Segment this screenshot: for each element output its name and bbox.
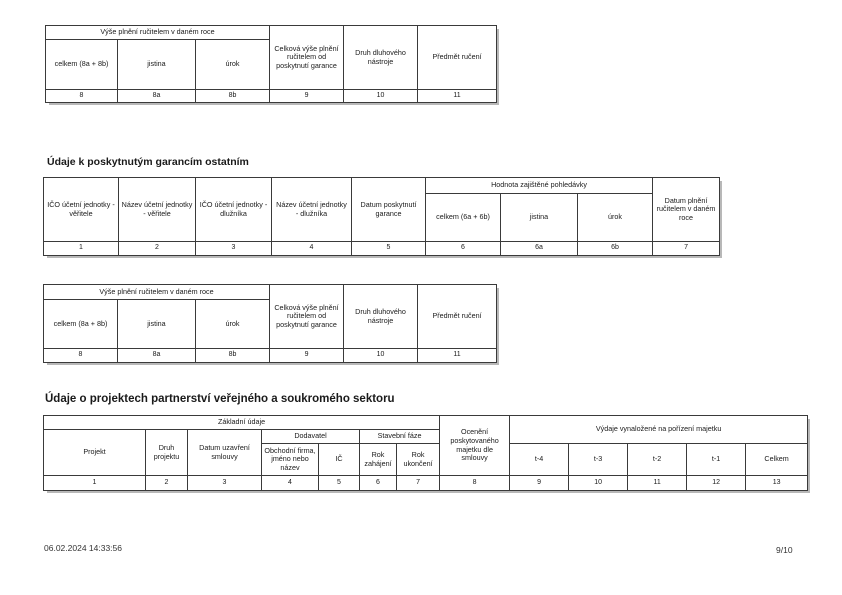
col-number: 2: [119, 242, 196, 256]
header-debt-instrument: Druh dluhového nástroje: [344, 26, 418, 90]
col-number: 6b: [578, 242, 653, 256]
header-principal: jistina: [501, 194, 578, 242]
col-number: 1: [44, 242, 119, 256]
col-number: 3: [188, 476, 262, 491]
header-start-year: Rok zahájení: [360, 444, 397, 476]
header-interest: úrok: [578, 194, 653, 242]
header-debtor-ico: IČO účetní jednotky - dlužníka: [196, 178, 272, 242]
col-number: 11: [628, 476, 687, 491]
header-guarantee-subject: Předmět ručení: [418, 285, 497, 349]
group-header: Hodnota zajištěné pohledávky: [426, 178, 653, 194]
header-total-payment: Celková výše plnění ručitelem od poskytnutí garance: [270, 285, 344, 349]
col-number: 6a: [501, 242, 578, 256]
header-total: celkem (6a + 6b): [426, 194, 501, 242]
col-number: 8: [440, 476, 510, 491]
header-principal: jistina: [118, 40, 196, 90]
header-business-name: Obchodní firma, jméno nebo název: [262, 444, 319, 476]
header-guarantee-date: Datum poskytnutí garance: [352, 178, 426, 242]
header-t-1: t-1: [687, 444, 746, 476]
col-number: 8a: [118, 90, 196, 103]
group-basic-data: Základní údaje: [44, 416, 440, 430]
section-title-ppp-projects: Údaje o projektech partnerství veřejného a soukromého sektoru: [45, 393, 395, 405]
group-header: Výše plnění ručitelem v daném roce: [46, 26, 270, 40]
header-interest: úrok: [196, 40, 270, 90]
group-expenditures: Výdaje vynaložené na pořízení majetku: [510, 416, 808, 444]
col-number: 10: [569, 476, 628, 491]
col-number: 10: [344, 90, 418, 103]
col-number: 1: [44, 476, 146, 491]
col-number: 13: [746, 476, 808, 491]
section-title-other-guarantees: Údaje k poskytnutým garancím ostatním: [47, 156, 249, 168]
ppp-projects-table: [43, 415, 808, 491]
col-number: 4: [262, 476, 319, 491]
col-number: 2: [146, 476, 188, 491]
col-number: 11: [418, 349, 497, 363]
guarantee-payment-table-bottom: [43, 284, 497, 363]
group-construction-phase: Stavební fáze: [360, 430, 440, 444]
header-creditor-name: Název účetní jednotky - věřitele: [119, 178, 196, 242]
header-guarantee-subject: Předmět ručení: [418, 26, 497, 90]
header-debtor-name: Název účetní jednotky - dlužníka: [272, 178, 352, 242]
col-number: 8: [46, 90, 118, 103]
col-number: 8b: [196, 90, 270, 103]
header-total-payment: Celková výše plnění ručitelem od poskytnutí garance: [270, 26, 344, 90]
header-total: celkem (8a + 8b): [44, 300, 118, 349]
header-total: celkem (8a + 8b): [46, 40, 118, 90]
col-number: 4: [272, 242, 352, 256]
col-number: 10: [344, 349, 418, 363]
col-number: 12: [687, 476, 746, 491]
guarantee-payment-table-top: [45, 25, 497, 103]
header-project-type: Druh projektu: [146, 430, 188, 476]
col-number: 7: [653, 242, 720, 256]
header-ic: IČ: [319, 444, 360, 476]
col-number: 6: [426, 242, 501, 256]
col-number: 11: [418, 90, 497, 103]
col-number: 5: [352, 242, 426, 256]
header-debt-instrument: Druh dluhového nástroje: [344, 285, 418, 349]
page-number: 9/10: [776, 545, 793, 555]
header-t-4: t-4: [510, 444, 569, 476]
col-number: 8a: [118, 349, 196, 363]
print-timestamp: 06.02.2024 14:33:56: [44, 543, 122, 553]
group-header: Výše plnění ručitelem v daném roce: [44, 285, 270, 300]
col-number: 5: [319, 476, 360, 491]
col-number: 9: [510, 476, 569, 491]
col-number: 9: [270, 90, 344, 103]
col-number: 6: [360, 476, 397, 491]
header-t-2: t-2: [628, 444, 687, 476]
group-supplier: Dodavatel: [262, 430, 360, 444]
header-t-3: t-3: [569, 444, 628, 476]
col-number: 8: [44, 349, 118, 363]
col-number: 8b: [196, 349, 270, 363]
other-guarantees-table: [43, 177, 720, 256]
header-interest: úrok: [196, 300, 270, 349]
header-property-valuation: Ocenění poskytovaného majetku dle smlouvy: [440, 416, 510, 476]
col-number: 7: [397, 476, 440, 491]
header-principal: jistina: [118, 300, 196, 349]
header-project: Projekt: [44, 430, 146, 476]
header-creditor-ico: IČO účetní jednotky - věřitele: [44, 178, 119, 242]
col-number: 3: [196, 242, 272, 256]
header-end-year: Rok ukončení: [397, 444, 440, 476]
col-number: 9: [270, 349, 344, 363]
header-contract-date: Datum uzavření smlouvy: [188, 430, 262, 476]
header-payment-date: Datum plnění ručitelem v daném roce: [653, 178, 720, 242]
header-total: Celkem: [746, 444, 808, 476]
